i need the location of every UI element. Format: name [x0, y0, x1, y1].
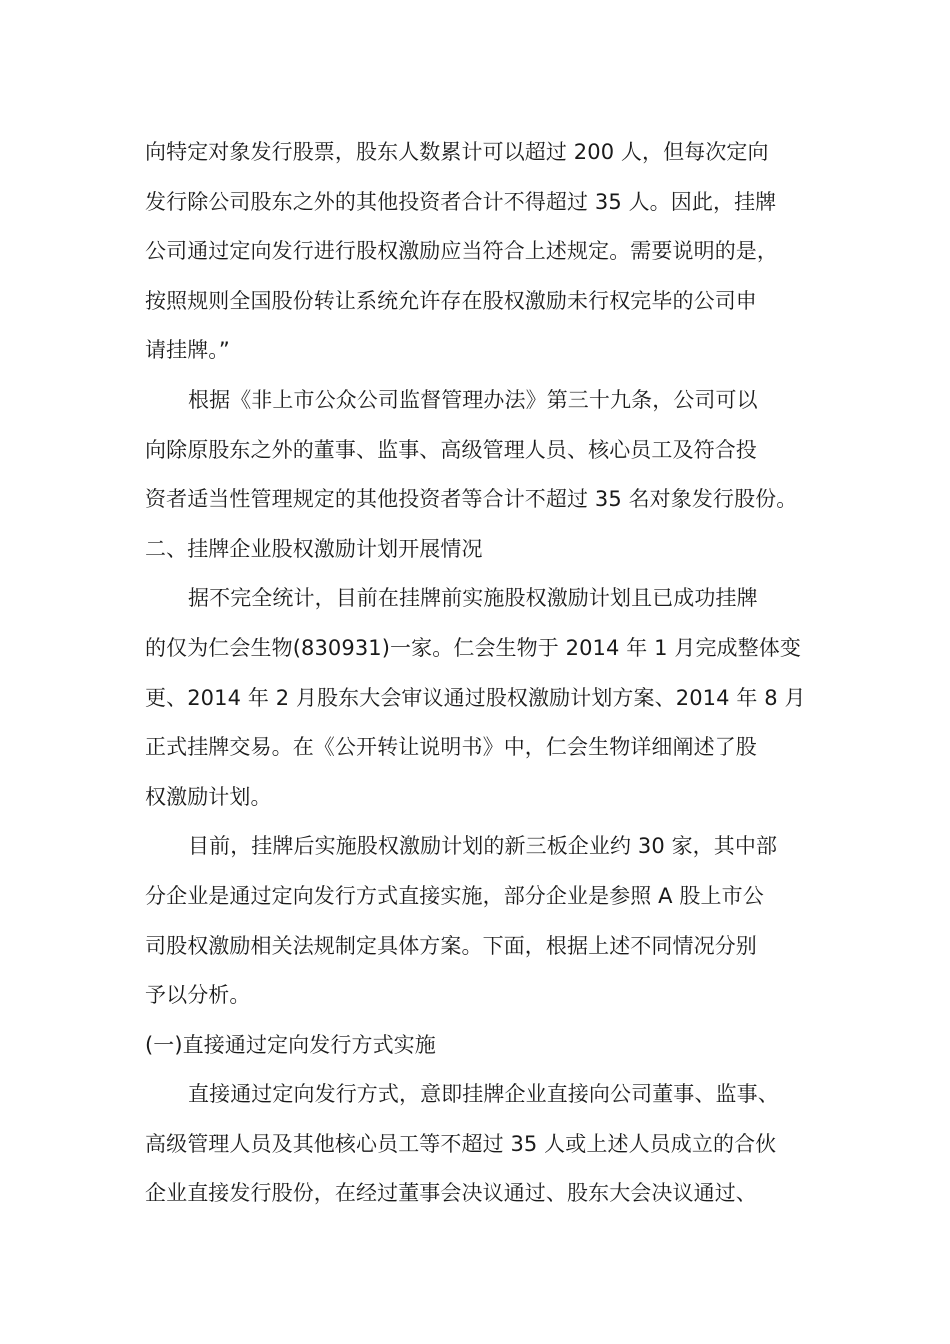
- text-line: 更、2014 年 2 月股东大会审议通过股权激励计划方案、2014 年 8 月: [145, 685, 806, 710]
- text-line: 的仅为仁会生物(830931)一家。仁会生物于 2014 年 1 月完成整体变: [145, 635, 801, 660]
- text-line: 正式挂牌交易。在《公开转让说明书》中，仁会生物详细阐述了股: [145, 735, 757, 760]
- document-body: [145, 128, 825, 1219]
- text-line: 资者适当性管理规定的其他投资者等合计不超过 35 名对象发行股份。: [145, 487, 798, 512]
- text-line: 司股权激励相关法规制定具体方案。下面，根据上述不同情况分别: [145, 933, 757, 958]
- text-line: 按照规则全国股份转让系统允许存在股权激励未行权完毕的公司申: [145, 288, 757, 313]
- section-heading: 二、挂牌企业股权激励计划开展情况: [145, 536, 483, 561]
- text-line: 公司通过定向发行进行股权激励应当符合上述规定。需要说明的是，: [145, 239, 778, 264]
- subsection-heading: (一)直接通过定向发行方式实施: [145, 1032, 436, 1057]
- text-line: 发行除公司股东之外的其他投资者合计不得超过 35 人。因此，挂牌: [145, 189, 777, 214]
- text-line: 请挂牌。”: [145, 338, 230, 363]
- text-line: 分企业是通过定向发行方式直接实施，部分企业是参照 A 股上市公: [145, 883, 764, 908]
- text-line: 直接通过定向发行方式，意即挂牌企业直接向公司董事、监事、: [188, 1082, 779, 1107]
- text-line: 目前，挂牌后实施股权激励计划的新三板企业约 30 家，其中部: [188, 834, 778, 859]
- text-line: 向特定对象发行股票，股东人数累计可以超过 200 人，但每次定向: [145, 140, 769, 164]
- text-line: 高级管理人员及其他核心员工等不超过 35 人或上述人员成立的合伙: [145, 1131, 777, 1156]
- text-line: 根据《非上市公众公司监督管理办法》第三十九条，公司可以: [188, 387, 758, 412]
- text-line: 企业直接发行股份，在经过董事会决议通过、股东大会决议通过、: [145, 1181, 757, 1206]
- text-line: 向除原股东之外的董事、监事、高级管理人员、核心员工及符合投: [145, 437, 757, 462]
- text-line: 据不完全统计，目前在挂牌前实施股权激励计划且已成功挂牌: [188, 586, 758, 611]
- text-line: 予以分析。: [145, 983, 251, 1008]
- text-line: 权激励计划。: [145, 784, 272, 809]
